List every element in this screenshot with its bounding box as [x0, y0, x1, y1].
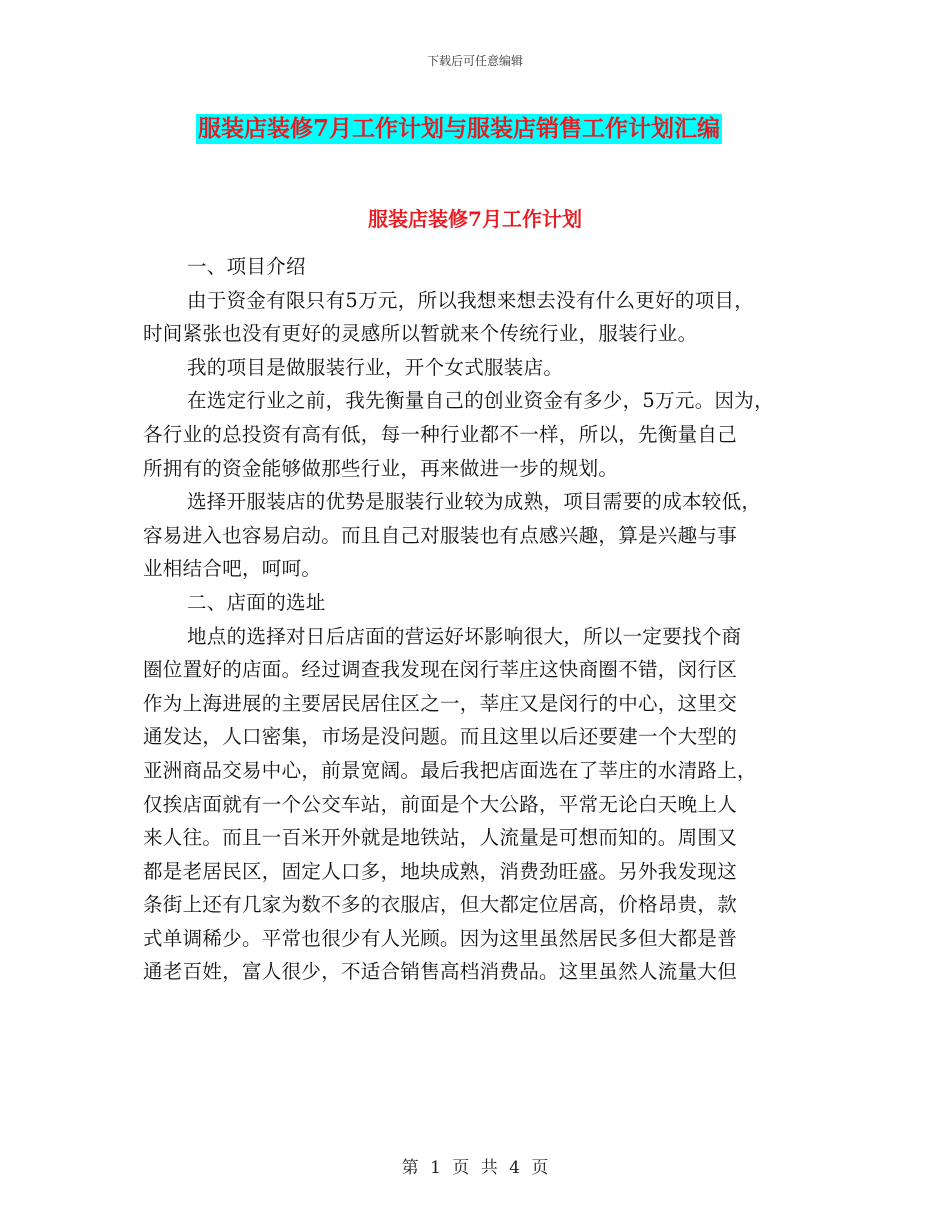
paragraph-line: 来人往。而且一百米开外就是地铁站，人流量是可想而知的。周围又: [143, 826, 738, 850]
paragraph-line: 由于资金有限只有5万元，所以我想来想去没有什么更好的项目，: [187, 288, 755, 312]
paragraph-line: 亚洲商品交易中心，前景宽阔。最后我把店面选在了莘庄的水清路上，: [143, 758, 757, 782]
paragraph-line: 都是老居民区，固定人口多，地块成熟，消费劲旺盛。另外我发现这: [143, 859, 738, 883]
paragraph-line: 通老百姓，富人很少，不适合销售高档消费品。这里虽然人流量大但: [143, 960, 738, 984]
paragraph-line: 地点的选择对日后店面的营运好坏影响很大，所以一定要找个商: [187, 624, 742, 648]
paragraph-line: 所拥有的资金能够做那些行业，再来做进一步的规划。: [143, 456, 619, 480]
heading-project-intro: 一、项目介绍: [187, 255, 306, 278]
paragraph-line: 圈位置好的店面。经过调查我发现在闵行莘庄这快商圈不错，闵行区: [143, 658, 738, 682]
paragraph-line: 在选定行业之前，我先衡量自己的创业资金有多少，5万元。因为，: [187, 389, 774, 413]
document-title: 服装店装修7月工作计划与服装店销售工作计划汇编: [198, 115, 721, 142]
paragraph-line: 条街上还有几家为数不多的衣服店，但大都定位居高，价格昂贵，款: [143, 893, 738, 917]
paragraph-line: 时间紧张也没有更好的灵感所以暂就来个传统行业，服装行业。: [143, 322, 698, 346]
heading-store-location: 二、店面的选址: [187, 590, 326, 614]
paragraph-line: 我的项目是做服装行业，开个女式服装店。: [187, 355, 564, 379]
paragraph-line: 业相结合吧，呵呵。: [143, 557, 322, 581]
section-title: 服装店装修7月工作计划: [368, 207, 582, 231]
paragraph-line: 式单调稀少。平常也很少有人光顾。因为这里虽然居民多但大都是普: [143, 926, 738, 950]
paragraph-line: 通发达，人口密集，市场是没问题。而且这里以后还要建一个大型的: [143, 725, 738, 749]
document-body: [143, 250, 843, 989]
paragraph-line: 容易进入也容易启动。而且自己对服装也有点感兴趣，算是兴趣与事: [143, 523, 738, 547]
header-note: 下载后可任意编辑: [426, 54, 523, 68]
page-number-footer: 第 1 页 共 4 页: [401, 1158, 549, 1178]
paragraph-line: 仅挨店面就有一个公交车站，前面是个大公路，平常无论白天晚上人: [143, 792, 738, 816]
paragraph-line: 作为上海进展的主要居民居住区之一，莘庄又是闵行的中心，这里交: [143, 691, 738, 715]
paragraph-line: 各行业的总投资有高有低，每一种行业都不一样，所以，先衡量自己: [143, 422, 738, 446]
paragraph-line: 选择开服装店的优势是服装行业较为成熟，项目需要的成本较低，: [187, 490, 762, 514]
